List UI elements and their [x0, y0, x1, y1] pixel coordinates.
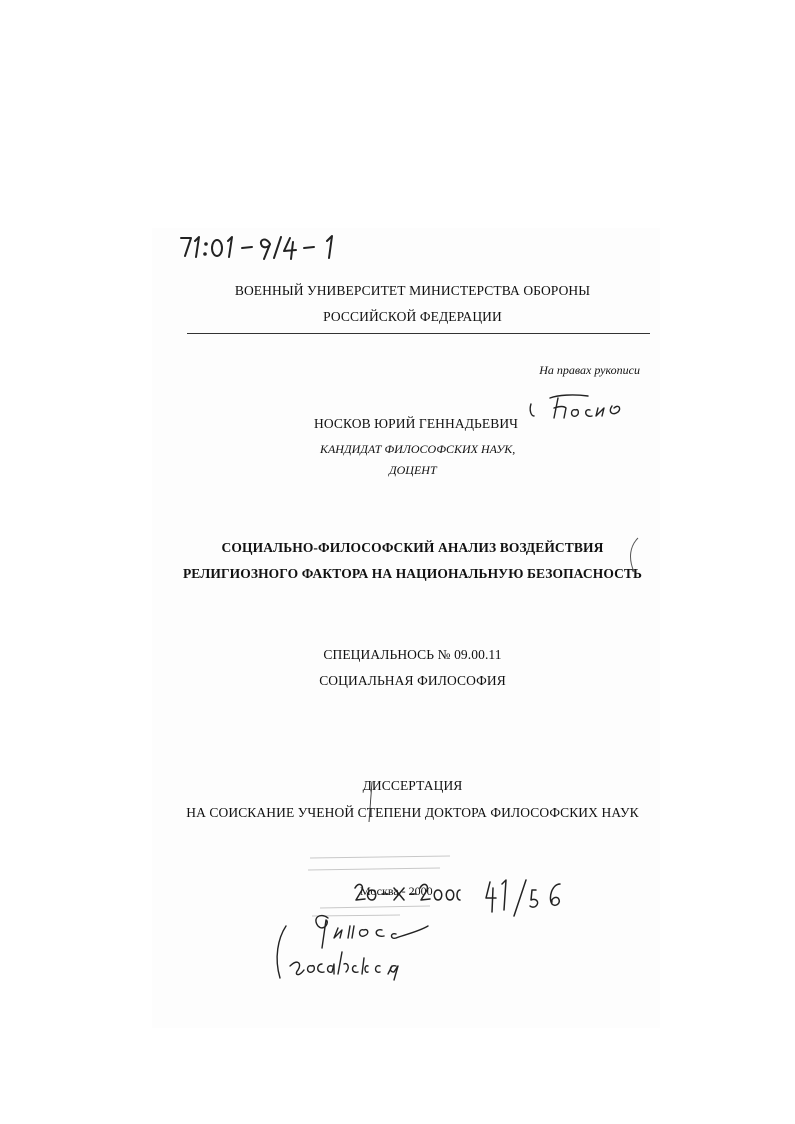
author-name: НОСКОВ ЮРИЙ ГЕННАДЬЕВИЧ: [314, 416, 519, 431]
manuscript-note: На правах рукописи: [539, 363, 640, 377]
place-year: Москва - 2000: [360, 884, 433, 898]
specialty-line-1: СПЕЦИАЛЬНОСЬ № 09.00.11: [323, 647, 502, 662]
dissertation-line-2: НА СОИСКАНИЕ УЧЕНОЙ СТЕПЕНИ ДОКТОРА ФИЛОСОФСКИХ НАУК: [186, 805, 639, 820]
institution-line-2: РОССИЙСКОЙ ФЕДЕРАЦИИ: [323, 309, 502, 324]
author-degree: КАНДИДАТ ФИЛОСОФСКИХ НАУК,: [320, 442, 516, 456]
thesis-title-line-2: РЕЛИГИОЗНОГО ФАКТОРА НА НАЦИОНАЛЬНУЮ БЕЗОПАСНОСТЬ: [182, 566, 643, 581]
handwritten-annotation: [268, 908, 438, 988]
author-signature: [528, 392, 633, 422]
author-title: ДОЦЕНТ: [389, 463, 437, 477]
institution-line-1: ВОЕННЫЙ УНИВЕРСИТЕТ МИНИСТЕРСТВА ОБОРОНЫ: [234, 283, 591, 298]
dissertation-line-1: ДИССЕРТАЦИЯ: [362, 778, 463, 793]
thesis-title-line-1: СОЦИАЛЬНО-ФИЛОСОФСКИЙ АНАЛИЗ ВОЗДЕЙСТВИЯ: [221, 540, 604, 555]
handwritten-archive-code: [178, 232, 348, 264]
pencil-stroke: [366, 780, 376, 825]
handwritten-number: [484, 876, 566, 920]
specialty-line-2: СОЦИАЛЬНАЯ ФИЛОСОФИЯ: [319, 673, 506, 688]
handwritten-date: [352, 878, 464, 908]
pencil-mark: [624, 536, 644, 576]
header-divider: [187, 333, 650, 334]
